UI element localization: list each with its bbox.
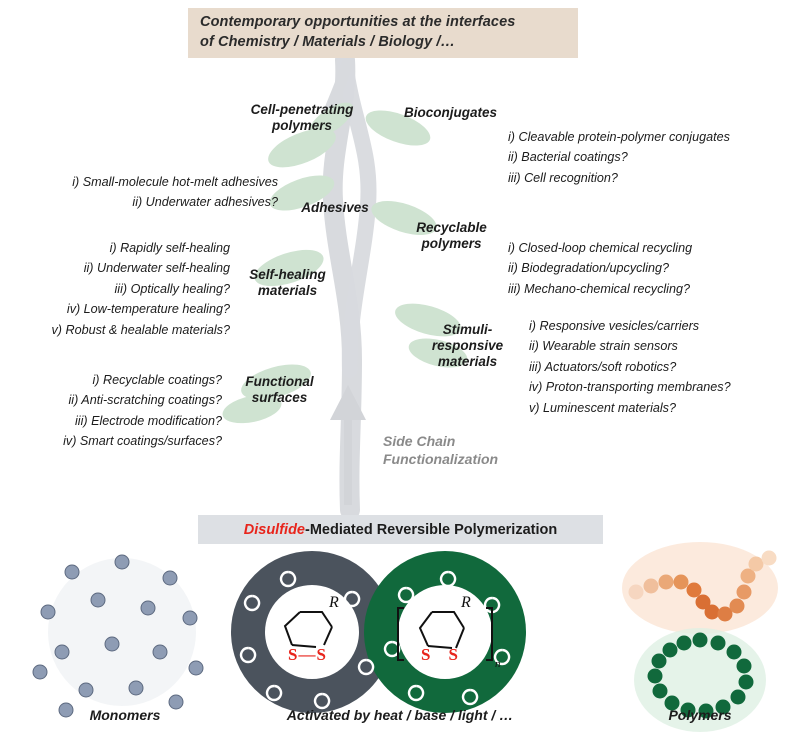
leaf-label-cell-penetrating-line1: Cell-penetrating	[250, 102, 354, 117]
bottom-banner-rest: -Mediated Reversible Polymerization	[305, 521, 558, 538]
list-item: iv) Smart coatings/surfaces?	[63, 434, 222, 449]
polymer-chain-graphic	[622, 542, 778, 634]
title-line-1: Contemporary opportunities at the interfaces	[200, 14, 516, 31]
arrow-caption-line1: Side Chain	[383, 433, 456, 449]
chem-s-right-2: S	[448, 645, 458, 664]
list-item: iii) Mechano-chemical recycling?	[508, 281, 690, 296]
chem-disulfide-right	[421, 645, 458, 665]
list-item: i) Responsive vesicles/carriers	[529, 319, 700, 333]
leaf-label-functional-line2: surfaces	[251, 390, 308, 406]
bottom-banner-highlight: Disulfide	[243, 521, 305, 538]
leaf-label-bioconjugates-text: Bioconjugates	[404, 105, 498, 120]
list-bioconjugates	[508, 127, 799, 188]
list-stimuli-responsive	[529, 316, 799, 418]
list-item: i) Cleavable protein-polymer conjugates	[508, 130, 730, 144]
list-functional-surfaces	[0, 370, 222, 452]
chem-s-right-1: S	[421, 645, 431, 664]
leaf-label-cell-penetrating-line2: polymers	[271, 118, 333, 134]
leaf-label-self-healing-line2: materials	[257, 283, 318, 299]
list-item: ii) Anti-scratching coatings?	[68, 393, 222, 408]
list-self-healing	[0, 238, 230, 340]
list-item: iii) Optically healing?	[114, 281, 230, 296]
leaf-label-cell-penetrating	[232, 102, 372, 134]
leaf-label-self-healing	[225, 267, 350, 299]
bottom-banner	[198, 515, 603, 544]
chem-disulfide-left	[288, 645, 326, 665]
list-item: iv) Low-temperature healing?	[66, 302, 230, 317]
list-item: i) Small-molecule hot-melt adhesives	[72, 175, 278, 189]
chem-label-r-right: R	[461, 594, 471, 611]
list-item: ii) Bacterial coatings?	[508, 150, 628, 165]
list-item: ii) Wearable strain sensors	[529, 339, 678, 354]
chem-s-left-1: S	[288, 645, 298, 664]
chem-s-left-2: S	[316, 645, 326, 664]
monomer-cluster	[33, 555, 203, 717]
list-item: i) Rapidly self-healing	[109, 241, 230, 255]
polymerization-infinity-graphic	[241, 568, 509, 708]
list-item: iv) Proton-transporting membranes?	[529, 380, 731, 395]
list-item: iii) Actuators/soft robotics?	[529, 359, 677, 374]
list-adhesives	[0, 172, 278, 213]
list-item: v) Robust & healable materials?	[51, 322, 230, 337]
arrow-caption-line2: Functionalization	[383, 450, 499, 467]
leaf-label-stimuli-line2: responsive	[431, 338, 504, 354]
title-line-2: of Chemistry / Materials / Biology /…	[200, 34, 456, 50]
list-item: iii) Cell recognition?	[508, 170, 618, 185]
leaf-label-recyclable-polymers	[394, 220, 509, 252]
leaf-label-bioconjugates	[404, 105, 544, 121]
caption-polymers: Polymers	[668, 707, 732, 723]
list-item: ii) Biodegradation/upcycling?	[508, 261, 670, 276]
chem-bond-dash-left: —	[298, 645, 316, 664]
leaf-label-recyclable-line1: Recyclable	[416, 220, 487, 235]
bottom-banner-text	[244, 522, 557, 538]
leaf-label-functional-line1: Functional	[245, 374, 314, 389]
leaf-label-recyclable-line2: polymers	[421, 236, 482, 252]
leaf-label-stimuli-line1: Stimuli-	[442, 322, 493, 337]
leaf-label-self-healing-line1: Self-healing	[249, 267, 326, 282]
list-item: iii) Electrode modification?	[75, 413, 222, 428]
caption-activation: Activated by heat / base / light / …	[286, 707, 514, 723]
leaf-label-stimuli-line3: materials	[437, 354, 498, 370]
chem-label-r-left: R	[329, 594, 339, 611]
arrow-caption	[383, 433, 543, 468]
chem-subscript-n: n	[495, 658, 501, 670]
list-item: v) Luminescent materials?	[529, 400, 676, 415]
list-item: i) Closed-loop chemical recycling	[508, 241, 693, 255]
title-banner	[188, 8, 578, 58]
list-recyclable-polymers	[508, 238, 799, 299]
caption-monomers: Monomers	[89, 707, 161, 723]
list-item: ii) Underwater adhesives?	[132, 195, 278, 210]
list-item: ii) Underwater self-healing	[83, 261, 230, 276]
list-item: i) Recyclable coatings?	[92, 373, 222, 387]
leaf-label-adhesives	[280, 200, 390, 216]
leaf-label-stimuli-responsive	[415, 322, 520, 371]
leaf-label-functional-surfaces	[222, 374, 337, 406]
leaf-label-adhesives-text: Adhesives	[301, 200, 369, 215]
